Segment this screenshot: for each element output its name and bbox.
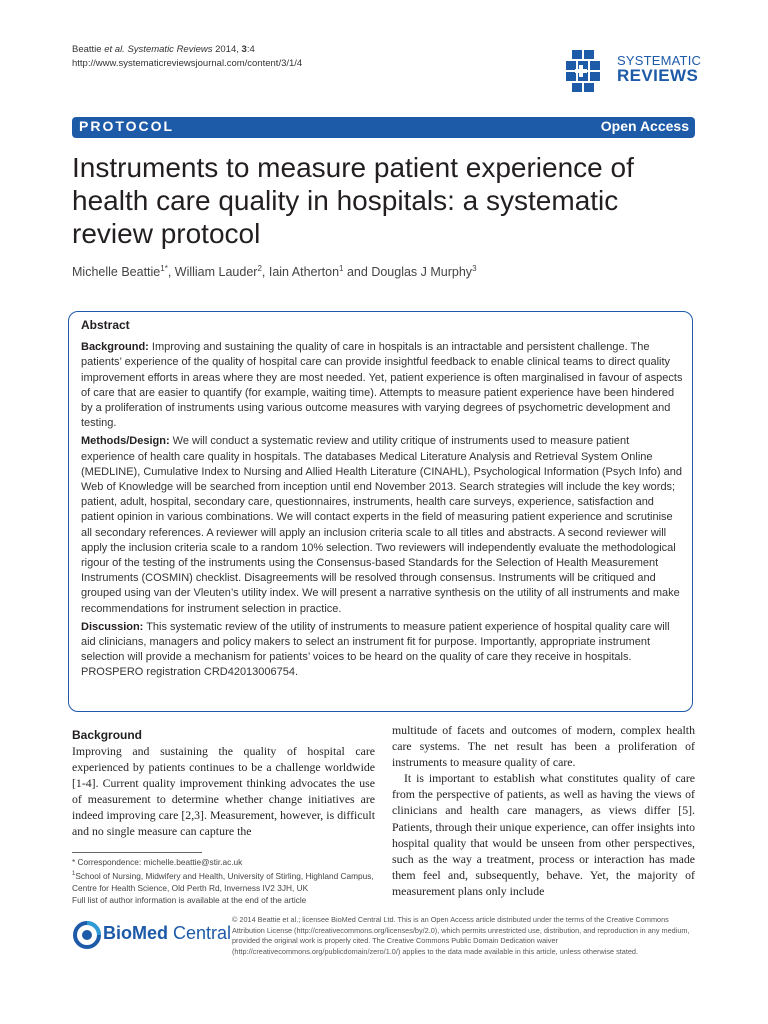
journal-logo-text: SYSTEMATIC REVIEWS xyxy=(617,53,702,85)
author-affiliation-mark: 1* xyxy=(160,264,168,273)
journal-logo xyxy=(564,46,702,102)
article-url[interactable]: http://www.systematicreviewsjournal.com/content/3/1/4 xyxy=(72,58,303,69)
abstract-box xyxy=(68,311,693,712)
publisher-name: BioMed Central xyxy=(103,923,232,943)
license-notice: © 2014 Beattie et al.; licensee BioMed Central Ltd. This is an Open Access article distributed under the terms of the Creative Commons Attribution License (http://creativecommons.org/licenses/by/2.0), which permits unrestricted use, distribution, and reproduction in any medium, provided the original work is properly cited. The Creative Commons Public Domain Dedication waiver (http://creativecommons.org/publicdomain/zero/1.0/) applies to the data made available in this article, unless otherwise stated. xyxy=(232,915,690,956)
body-column-left xyxy=(72,728,375,840)
author-list: Michelle Beattie$^{1*}$, William Lauder$^2$, Iain Atherton$^1$ and Douglas J Murphy$^3$ xyxy=(72,264,477,280)
article-type-label: PROTOCOL xyxy=(79,118,175,134)
abstract-background: Background: Improving and sustaining the quality of care in hospitals is an intractable and persistent challenge. The patients’ experience of the quality of hospital care can provide insightful feedback to enable clinical teams to direct quality improvement efforts in areas where they are most needed. Yet, patient experience is often marginalised in favour of aspects of care that are easier to quantify (for example, waiting time). Attempts to measure patient experience have been hindered by a proliferation of instruments using various outcome measures with varying degrees of psychometric development and testing. xyxy=(81,341,683,430)
footnote-divider xyxy=(72,852,202,853)
abstract-discussion: Discussion: This systematic review of the utility of instruments to measure patient experience of hospital quality care will aid clinicians, managers and policy makers to select an instrument fit for purpose. Importantly, appropriate instrument selection will provide a mechanism for patients’ voices to be heard on the quality of care they receive in hospitals. xyxy=(81,620,670,664)
article-title: Instruments to measure patient experience of health care quality in hospitals: a systematic review protocol xyxy=(72,152,634,249)
author-affiliation-mark: 3 xyxy=(472,264,477,273)
section-heading: Background xyxy=(72,728,143,742)
author-name[interactable]: Iain Atherton xyxy=(268,265,340,280)
body-column-right xyxy=(392,722,695,899)
author-name[interactable]: Douglas J Murphy xyxy=(371,265,473,280)
article-citation xyxy=(72,43,302,71)
body-paragraph: Improving and sustaining the quality of hospital care experienced by patients continues to be a challenge worldwide [1-4]. Current quality improvement thinking advocates the use of measurement to determine whether change initiatives are indeed improving care [2,3]. Measurement, however, is difficult and no single measure can capture the xyxy=(72,744,375,839)
full-list-note: Full list of author information is available at the end of the article xyxy=(72,894,307,905)
registration-number: PROSPERO registration CRD42013006754. xyxy=(81,666,299,679)
author-affiliation-mark: 2 xyxy=(257,264,262,273)
biomed-swirl-icon xyxy=(72,920,102,950)
body-paragraph: It is important to establish what constitutes quality of care from the perspective of patients, as well as having the views of clinicians and health care managers, as views differ [5]. Patients, through their unique experience, can offer insights into hospital quality that would be unseen from other perspectives, such as the way a treatment, process or interaction has made them feel and, subsequently, behave. Yet, the majority of measurement plans only include xyxy=(392,771,695,898)
correspondence-note: * Correspondence: michelle.beattie@stir.ac.uk xyxy=(72,857,243,867)
article-type-bar xyxy=(72,117,695,138)
author-affiliation-mark: 1 xyxy=(339,264,344,273)
footnotes xyxy=(72,856,382,906)
body-paragraph: multitude of facets and outcomes of modern, complex health care systems. The net result has been a proliferation of instruments to measure quality of care. xyxy=(392,723,695,770)
citation-line: Beattie et al. Systematic Reviews 2014, 3:4 xyxy=(72,44,255,55)
abstract-methods: Methods/Design: We will conduct a systematic review and utility critique of instruments used to measure patient experience of health care quality in hospitals. The databases Medical Literature Analysis and Retrieval System Online (MEDLINE), Cumulative Index to Nursing and Allied Health Literature (CINAHL), Psychological Information (Psych Info) and Web of Knowledge will be searched from inception until end November 2013. Search strategies will include the key words; patient, adult, hospital, secondary care, questionnaires, instruments, health care surveys, experience, satisfaction and patient opinion in various combinations. We will contact experts in the field of measuring patient experience and scrutinise all secondary references. A reviewer will apply an inclusion criteria scale to all titles and abstracts. A second reviewer will apply the inclusion criteria scale to a random 10% selection. Two reviewers will independently evaluate the methodological rigour of the testing of the instruments using the Consensus-based Standards for the Selection of Health Measurement Instruments (COSMIN) checklist. Disagreements will be resolved through consensus. Instruments will be critiqued and grouped using van der Vleuten’s utility index. We will present a narrative synthesis on the utility of all instruments and make recommendations for instrument selection in practice. xyxy=(81,435,682,615)
affiliation-note: $^1$School of Nursing, Midwifery and Health, University of Stirling, Highland Campus, Centre for Health Science, Old Perth Rd, Inverness IV2 3JH, UK xyxy=(72,870,374,893)
author-name[interactable]: Michelle Beattie xyxy=(72,265,161,280)
abstract-heading: Abstract xyxy=(81,318,130,332)
open-access-label: Open Access xyxy=(600,118,689,134)
journal-logo-icon xyxy=(564,48,612,96)
publisher-logo xyxy=(72,917,232,953)
author-name[interactable]: William Lauder xyxy=(174,265,258,280)
